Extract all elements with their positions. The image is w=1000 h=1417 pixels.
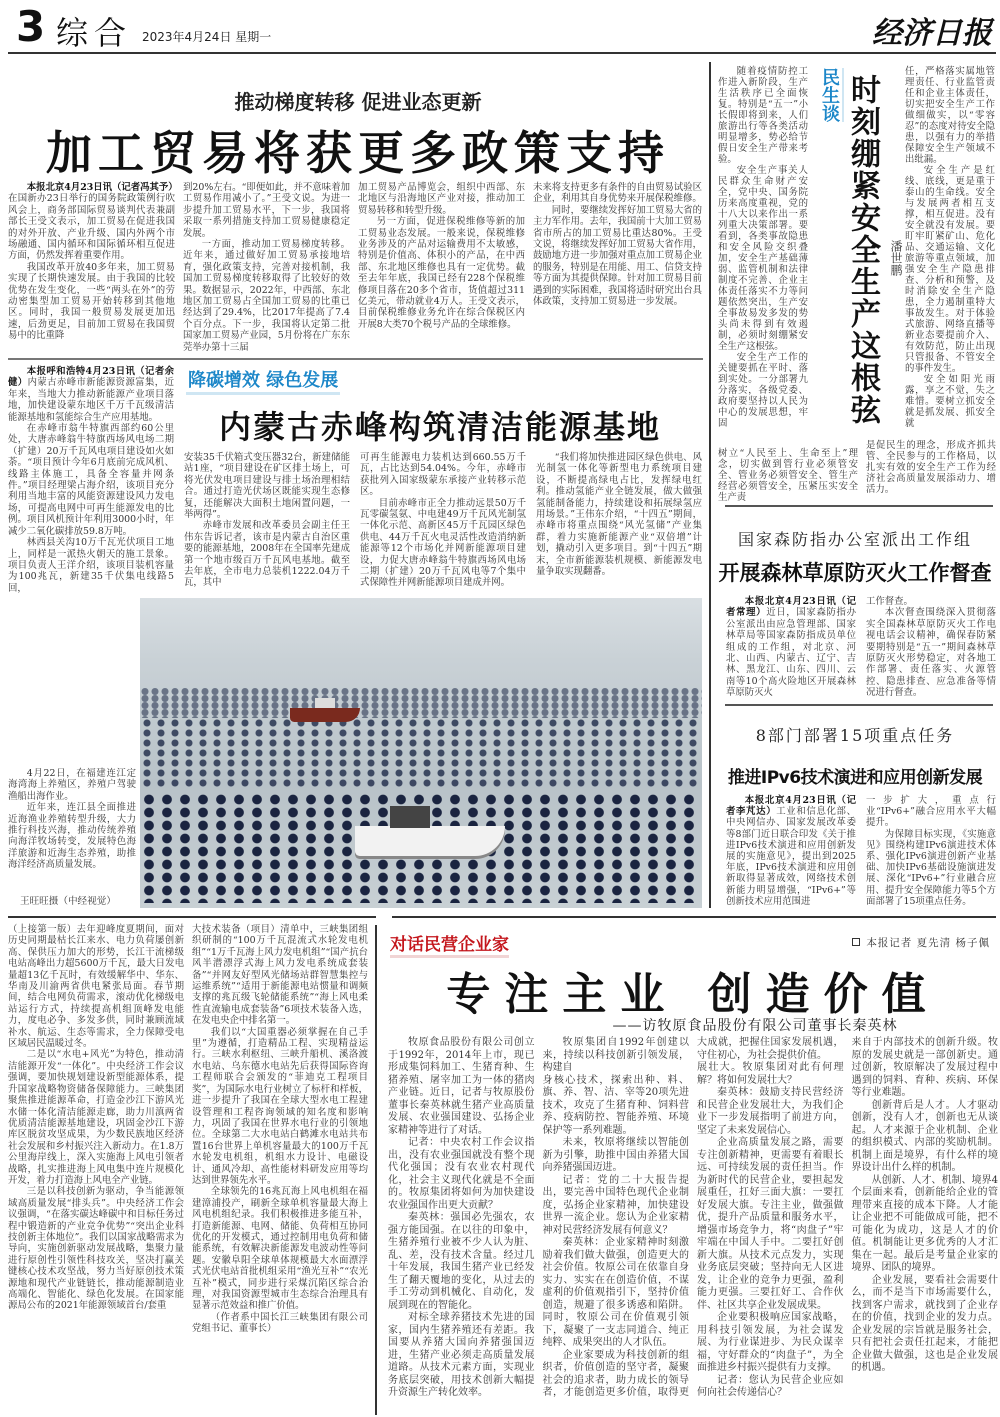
paragraph: 到20%左右。“即便如此，并不意味着加工贸易作用减小了。”王受文说。为进一步提升加工贸易水平，下一步，我国将采取一系列措施支持加工贸易健康稳定发展。 <box>183 182 350 239</box>
article-column <box>183 182 350 353</box>
paragraph <box>8 366 174 423</box>
section-name: 综合 <box>56 14 133 52</box>
buoys <box>140 688 702 718</box>
paragraph: 随着疫情防控工作进入新阶段，生产生活秩序已全面恢复。特别是“五一”小长假即将到来，人们旅游出行等各类活动明显增多，势必给节假日安全生产带来考验。 <box>718 66 808 165</box>
paragraph-text: 内蒙古赤峰市新能源资源富集，近年来，当地大力推动新能源产业项目落地，加快建设蒙东地区千万千瓦级清洁能源基地和氢能综合生产应用基地。 <box>8 377 174 423</box>
paragraph: 工作督查。 <box>866 596 913 607</box>
paragraph: 对标全球养猪技术先进的国家，国内生猪养殖还有差距。我国要从养猪大国向养猪强国迈进，生猪产业必须走高质量发展道路。从技术元素方面，实现业务底层突破，用技术创新大幅提升资源生产转化效率。 <box>388 1312 535 1398</box>
paragraph: 企业发展，要看社会需要什么，而不是当下市场需要什么，找到客户需求，就找到了企业存在的价值，找到企业的发力点。企业发展的宗旨就是服务社会，只有把社会责任扛起来，才能把企业做大做强，这也是企业发展的机遇。 <box>851 1274 998 1373</box>
dateline: 本报北京4月23日讯（记者常理） <box>726 596 856 619</box>
paragraph: 另一方面，促进保税维修等新的加工贸易业态发展。一般来说，保税维修业务涉及的产品对运输费用不太敏感，特别是价值高、体积小的产品，在中西部、东北地区维修也具有一定优势。截至去年年底，我国已经有228个保税维修项目落在20多个省市，货值超过311亿美元，带动就业4万人。王受文表示，目前保税维修业务允许在综合保税区内开展8大类70个税号产品的全球维修。 <box>358 216 525 330</box>
paragraph: 可再生能源电力装机达到660.55万千瓦，占比达到54.04%。今年，赤峰市获批列入国家级蒙东承接产业转移示范区。 <box>360 452 526 498</box>
paragraph: 来自于内部技术的创新升级。牧原的发展史就是一部创新史。通过创新，牧原解决了发展过程中遇到的饲料、育种、疾病、环保等行业难题。 <box>851 1037 998 1098</box>
fishing-boat-icon <box>390 806 430 828</box>
paragraph: 企业家要成为科技创新的组织者，价值创造的坚守者，凝聚社会的追求者，助力成长的领导者，才能创造更多价值，取得更大成就，把握住国家发展机遇，守住初心，为社会提供价值。 <box>542 1037 844 1398</box>
paragraph: 树立“人民至上、生命至上”理念，切实做到管行业必须管安全、管业务必须管安全、管生产经营必须管安全，压紧压实安全生产责 <box>718 448 858 503</box>
opinion-text-right <box>905 66 995 429</box>
article-headline: 开展森林草原防灭火工作督查 <box>718 561 992 585</box>
byline <box>852 935 990 950</box>
dateline: 本报北京4月23日讯（记者李芃达） <box>726 795 856 818</box>
paragraph: 近年来，连江县全面推进近海渔业养殖转型升级，大力推行科技兴海，推动传统养殖向海洋牧场转变，发展特色海洋旅游和近海生态养殖，助推海洋经济高质量发展。 <box>8 802 136 871</box>
square-icon <box>852 938 860 946</box>
article-subtitle: ——访牧原食品股份有限公司董事长秦英林 <box>612 1018 898 1034</box>
paragraph: 秦英林：强国必先强农，农强方能国强。在以往的印象中，生猪养殖行业被不少人认为脏、乱、差，没有技术含量。经过几十年发展，我国生猪产业已经发生了翻天覆地的变化，从过去的手工劳动到机械化、自动化，发展到现在的智能化。 <box>388 1212 535 1311</box>
paragraph: 安装35千伏箱式变压器32台，新建储能站1座，“项目建设在矿区排土场上，可将光伏发电项目建设与排土场治理相结合。通过打造光伏场区既能实现生态修复，还能解决大面积土地闲置问题，一举两得”。 <box>184 452 350 521</box>
paragraph: 是促民生的理念，形成齐抓共管、全民参与的工作格局，以扎实有效的安全生产工作为经济社会高质量发展添动力、增活力。 <box>866 440 996 495</box>
article-column <box>8 182 178 342</box>
header-rule <box>8 52 996 54</box>
paragraph: 牧原集团自1992年创建以来，持续以科技创新引领发展，构建自 <box>542 1037 689 1073</box>
article-subtitle: 国家森防指办公室派出工作组 <box>737 530 972 549</box>
section-rule <box>392 916 996 918</box>
article-column <box>533 182 702 307</box>
paragraph: 任，严格落实属地管理责任、行业监管责任和企业主体责任，切实把安全生产工作做细做实，以“零容忍”的态度对待安全隐患，以强有力的举措保障安全生产领域不出纰漏。 <box>905 66 995 165</box>
paragraph: （作者系中国长江三峡集团有限公司党组书记、董事长） <box>192 1311 368 1335</box>
opinion-text-bottom-right <box>866 440 996 495</box>
paragraph: 记者：您认为民营企业应如何向社会传递信心？ <box>697 1374 844 1398</box>
paragraph: 安全生产是红线、底线，更是重于泰山的生命线。安全与发展两者相互支撑，相互促进。没有安全就没有发展。要盯牢盯紧矿山、危化品、交通运输、文化旅游等重点领域，加强安全生产隐患排查、分析和预警，及时消除安全生产隐患，全力遏制重特大事故发生。对于体验式旅游、网络直播等新业态要提前介入、有效防范，防止出现只管报备、不管安全的事件发生。 <box>905 165 995 374</box>
paragraph <box>726 596 856 699</box>
paragraph: 秦英林：鼓励支持民营经济和民营企业发展壮大，为我们企业下一步发展指明了前进方向，坚定了未来发展信心。 <box>697 1087 844 1136</box>
paragraph: 全球领先的16兆瓦海上风电机组在福建漳浦投产，刷新全球单机容量最大海上风电机组纪录。我们积极推进多能互补，打造新能源、电网、储能、负荷相互协同优化的开发模式，通过控制用电负荷和储能系统，有效解决新能源发电波动性等问题。安徽阜阳全球单体规模最大水面漂浮式光伏电站首批机组采用“渔光互补”“农光互补”模式，同步进行采煤沉陷区综合治理，对我国资源型城市生态综合治理具有显著示范效益和推广价值。 <box>192 1186 368 1312</box>
paragraph: 我国改革开放40多年来，加工贸易实现了长期快速发展。由于我国的比较优势在发生变化，一些“两头在外”的劳动密集型加工贸易开始转移到其他地区。同时，我国一般贸易发展更加迅速，后劲更足，目前加工贸易在我国贸易中的比重降 <box>8 261 175 342</box>
paragraph: 大技术装备（项目）清单中，三峡集团组织研制的“100万千瓦混流式水轮发电机组”“1万千瓦海上风力发电机组”“国产抗台风半潜漂浮式海上风力发电系统成套装备”“并网友好型风光储场站群智慧集控与运维系统”“适用于新能源电站惯量和调频支撑的兆瓦级飞轮储能系统”“海上风电柔性直流输电成套装备”6项技术装备入选，在发电央企中排名第一。 <box>192 924 368 1027</box>
paragraph: 三是以科技创新为驱动，争当能源领域高质量发展“排头兵”。中央经济工作会议强调，“在落实碳达峰碳中和目标任务过程中锻造新的产业竞争优势”“突出企业科技创新主体地位”。我们以国家战略需求为导向，实施创新驱动发展战略，集聚力量进行原创性引领性科技攻关，坚决打赢关键核心技术攻坚战，努力当好原创技术策源地和现代产业链链长，推动能源制造业高端化、智能化、绿色化发展。在国家能源局公布的2021年能源领域首台/套重 <box>8 1186 184 1312</box>
paragraph: 记者：党的二十大报告提出，要完善中国特色现代企业制度，弘扬企业家精神，加快建设世界一流企业。您认为企业家精神对民营经济发展有何意义？ <box>542 1174 689 1236</box>
paragraph: 安全生产事关人民群众生命财产安全，党中央、国务院历来高度重视，党的十八大以来作出一系列重大决策部署。要看到，各类事故隐患和安全风险交织叠加，安全生产基础薄弱、监管机制和法律制度不完善、企业主体责任落实不力等问题依然突出，生产安全事故易发多发的势头尚未得到有效遏制，必须时刻绷紧安全生产这根弦。 <box>718 165 808 352</box>
paragraph: 4月22日，在福建连江定海湾海上养殖区，养殖户驾驶渔船出海作业。 <box>8 768 136 802</box>
column-divider <box>375 925 377 1415</box>
paragraph: 目前赤峰市正全力推动远景50万千瓦零碳氢氨、中电建49万千瓦风光制氢一体化示范、高新区45万千瓦园区绿色供电、44万千瓦火电灵活性改造消纳新能源等12个市场化并网新能源项目建设，力促大唐赤峰翁牛特旗西场风电场二期（扩建）20万千瓦风电等7个集中式保障性并网新能源项目建成并网。 <box>360 497 526 589</box>
photo-credit: 王旺旺摄（中经视觉） <box>20 896 116 907</box>
opinion-author: 潘世鹏 <box>889 240 903 276</box>
paragraph: 展壮大。牧原集团对此有何理解？将如何发展壮大？ <box>697 1062 844 1086</box>
opinion-text-bottom-left <box>718 448 858 503</box>
article-column <box>184 452 350 589</box>
paragraph: 本次督查围绕深入贯彻落实全国森林草原防灭火工作电视电话会议精神，确保春防紧要期特别是“五一”期间森林草原防灭火形势稳定，对各地工作部署、责任落实、火源管控、隐患排查、应急准备等情况进行督查。 <box>866 607 996 699</box>
masthead-logo: 经济日报 <box>872 16 992 51</box>
paragraph: 加工贸易产品博览会，组织中西部、东北地区与沿海地区产业对接，推动加工贸易转移和转型升级。 <box>358 182 525 216</box>
article-column <box>8 366 174 594</box>
paragraph: “我们将加快推进园区绿色供电、风光制氢一体化等新型电力系统项目建设，不断提高绿电占比，发挥绿电红利。推动氢能产业全链发展，做大做强氢能制备能力，持续建设和拓展绿氢应用场景。”王伟东介绍，“十四五”期间，赤峰市将重点围绕“风光氢储”产业集群，着力实施新能源产业“双倍增”计划，撬动引入更多项目。到“十四五”期末，全市新能源装机规模、新能源发电量争取实现翻番。 <box>536 452 702 578</box>
paragraph: 秦英林：企业家精神时刻激励着我们做大做强，创造更大的社会价值。牧原公司在依靠自身实力、实实在在创造价值，不谋虚利的价值观指引下，坚持价值创造，规避了很多诱惑和陷阱。同时，牧原公司在价值观引领下，凝聚了一支志同道合、纯正纯粹、成果突出的人才队伍。 <box>542 1237 689 1348</box>
article-column <box>358 182 525 330</box>
paragraph: 牧原食品股份有限公司创立于1992年，2014年上市，现已形成集饲料加工、生猪育种、生猪养殖、屠宰加工为一体的猪肉产业链。近日，记者与牧原股份董事长秦英林就生猪产业高质量发展、农业强国建设、弘扬企业家精神等进行了对话。 <box>388 1037 535 1136</box>
article-column <box>536 452 702 577</box>
opinion-text-left <box>718 66 808 429</box>
paragraph: 赤峰市发展和改革委员会副主任王伟东告诉记者，该市是内蒙古自治区重要的能源基地，2008年在全国率先建成第一个地市级百万千瓦风电基地。截至去年底，全市电力总装机1222.04万千瓦，其中 <box>184 520 350 589</box>
fishing-boat-icon <box>315 698 335 708</box>
article-column <box>726 795 856 907</box>
article-column <box>866 795 996 907</box>
photo-caption <box>8 768 136 871</box>
column-divider <box>709 62 711 908</box>
article-column <box>192 924 368 1335</box>
article-column <box>866 596 996 699</box>
paragraph-text: 在国新办23日举行的国务院政策例行吹风会上，商务部国际贸易谈判代表兼副部长王受文表示，加工贸易在促进我国的对外开放、产业升级、国内外两个市场融通、国内循环和国际循环相互促进方面，仍然发挥着重要作用。 <box>8 193 175 262</box>
section-rule <box>725 704 993 706</box>
paragraph: 一步扩大，重点行业“IPv6+”融合应用水平大幅提升。 <box>866 795 996 829</box>
photo-sea-farming <box>140 598 702 908</box>
paragraph: 从创新、人才、机制、境界4个层面来看，创新能给企业的管理带来直接的成本下降。人才能让企业把不可能做成可能，把不可能化为成功，这是人才的价值。机制能让更多优秀的人才汇集在一起。最后是考量企业家的境界、团队的境界。 <box>851 1174 998 1273</box>
paragraph: 未来，牧原将继续以智能创新为引擎，助推中国由养猪大国向养猪强国迈进。 <box>542 1137 689 1173</box>
paragraph: 创新背后是人才。人才驱动创新，没有人才，创新也无从谈起。人才来源于企业机制、企业的组织模式、内部的奖励机制。机制上面是境界，有什么样的境界设计出什么样的机制。 <box>851 1099 998 1173</box>
paragraph: 未来将支持更多有条件的自由贸易试验区企业，利用其自身优势来开展保税维修。 <box>533 182 702 205</box>
topic-tag: 对话民营企业家 <box>390 930 509 958</box>
paragraph: 企业高质量发展之路，需要专注创新精神，更需要有着眼长远、可持续发展的责任担当。作为新时代的民营企业，要担起发展重任，扛好三面大旗：一要扛好发展大旗。专注主业，做强做优，提升产品质量和服务水平，增强市场竞争力，将“肉盘子”牢牢端在中国人手中。二要扛好创新大旗。从技术元点发力，实现业务底层突破；坚持向无人区进发，让企业的竞争力更强，盈利能力更强。三要扛好工、合作伙伴、社区共享企业发展成果。 <box>697 1137 844 1311</box>
section-rule <box>8 358 703 360</box>
issue-date <box>142 28 271 45</box>
section-rule <box>725 505 993 507</box>
weekday: 星期一 <box>235 30 272 44</box>
article-columns <box>388 1037 998 1400</box>
paragraph: 一方面，推动加工贸易梯度转移。近年来，通过做好加工贸易承接地培育，强化政策支持，完善对接机制，我国加工贸易梯度转移取得了比较好的效果。数据显示，2022年，中西部、东北地区加工贸易占全国加工贸易的比重已经达到了29.4%，比2017年提高了7.4个百分点。下一步，我国将认定第二批国家加工贸易产业园，5月份将在广东东莞举办第十三届 <box>183 239 350 353</box>
paragraph: 身核心技术，探索出种、料、旗、养、智、洁、宰等20项先进技术，攻克了生猪育种、饲料营养、疫病防控、智能养殖、环境保护等一系列难题。 <box>542 1074 689 1136</box>
buoys <box>140 718 702 788</box>
paragraph: 安全生产工作的关键要抓在平时、落到实处。一分部署九分落实，各级党委、政府要坚持以人民为中心的发展思想，牢固 <box>718 352 808 429</box>
paragraph-text: 工业和信息化部、中央网信办、国家发展改革委等8部门近日联合印发《关于推进IPv6技术演进和应用创新发展的实施意见》，提出到2025年底，IPv6技术演进和应用创新取得显著成效，网络技术创新能力明显增强，“IPv6+”等创新技术应用范围进 <box>726 806 856 907</box>
paragraph: 我们以“大国重器必须掌握在自己手里”为遵循，打造精品工程、实现精益运行。三峡水利枢纽、三峡升船机、溪洛渡水电站、乌东德水电站先后获得国际咨询工程师联合会颁发的“菲迪克工程项目奖”，为国际水电行业树立了标杆和样板，进一步提升了我国在全球大型水电工程建设管理和工程咨询领域的知名度和影响力，巩固了我国在世界水电行业的引领地位。全球第二大水电站白鹤滩水电站共布置16台世界上单机容量最大的100万千瓦水轮发电机组，机组水力设计、电磁设计、通风冷却、高性能材料研发应用等均达到世界领先水平。 <box>192 1026 368 1186</box>
paragraph <box>726 795 856 907</box>
paragraph <box>8 182 178 262</box>
paragraph: 安全如阳光雨露，享之不觉，失之难惜。要树立抓安全就是抓发展、抓安全就 <box>905 374 995 429</box>
paragraph: 企业要积极响应国家战略，用科技引领发展，为社会谋发展、为行业谋进步、为民众谋幸福，守好群众的“肉盘子”，为全面推进乡村振兴提供有力支撑。 <box>697 1312 844 1373</box>
dateline: 本报北京4月23日讯（记者冯其予） <box>26 182 178 193</box>
fishing-boat-icon <box>355 826 505 856</box>
paragraph: （上接第一版）去年迎峰度夏期间，面对历史同期最枯长江来水、电力负荷屡创新高、保供压力加大的形势，长江干流梯级电站高峰出力超5600万千瓦，最大日发电量超13亿千瓦时，有效缓解华中、华东、华南及川渝两省供电紧张局面。春节期间，结合电网负荷需求，滚动优化梯级电站运行方式，持续提高机组顶峰发电能力，度电必争、多发多供，同时兼顾流域补水、航运、生态等需求，全力保障受电区域居民温暖过冬。 <box>8 924 184 1050</box>
paragraph: 为保障目标实现，《实施意见》围绕构建IPv6演进技术体系、强化IPv6演进创新产业基础、加快IPv6基础设施演进发展、深化“IPv6+”行业融合应用、提升安全保障能力等5个方面部署了15项重点任务。 <box>866 828 996 907</box>
article-column <box>726 596 856 699</box>
article-subtitle: 8部门部署15项重点任务 <box>755 726 955 745</box>
article-column <box>8 924 184 1312</box>
article-subtitle: 推动梯度转移 促进业态更新 <box>234 90 482 114</box>
article-headline: 加工贸易将获更多政策支持 <box>46 126 670 180</box>
article-headline: 内蒙古赤峰构筑清洁能源基地 <box>218 408 661 446</box>
page-number: 3 <box>16 2 46 51</box>
paragraph: 在赤峰市翁牛特旗西部约60公里处，大唐赤峰翁牛特旗西场风电场二期（扩建）20万千瓦风电项目建设如火如荼。“项目预计今年6月底前完成风机、线路主体施工，具备全容量并网条件。”项目经理梁占海介绍，该项目充分利用当地丰富的风能资源建设风力发电场，可提高电网中可再生能源发电的比例。项目风机预计年利用3000小时，年减少二氧化碳排放59.8万吨。 <box>8 423 174 537</box>
section-rule <box>8 916 376 918</box>
topic-tag: 降碳增效 绿色发展 <box>186 366 340 395</box>
date: 2023年4月24日 <box>142 30 232 44</box>
paragraph-text: 近日，国家森防指办公室派出由应急管理部、国家林草局等国家森防指成员单位组成的工作组，对北京、河北、山西、内蒙古、辽宁、吉林、黑龙江、山东、四川、云南等10个高火险地区开展森林草原防灭火 <box>726 607 856 699</box>
dateline: 本报呼和浩特4月23日讯（记者余健） <box>8 366 174 389</box>
paragraph: 林西县关沟10万千瓦光伏项目工地上，同样是一派热火朝天的施工景象。项目负责人王洋介绍，该项目装机容量为100兆瓦，新建35千伏集电线路5回， <box>8 537 174 594</box>
article-column <box>360 452 526 589</box>
paragraph: 二是以“水电+风光”为特色，推动清洁能源开发“一体化”。中央经济工作会议强调，要加快规划建设新型能源体系，提升国家战略物资储备保障能力。三峡集团聚焦推进能源革命，打造金沙江下游风光水储一体化清洁能源走廊，助力川滇两省优质清洁能源基地建设，巩固金沙江下游库区脱贫攻坚成果，为少数民族地区经济社会发展和乡村振兴注入新动力。在1.8万公里海岸线上，深入实施海上风电引领者战略，扎实推进海上风电集中连片规模化开发，着力打造海上风电全产业链。 <box>8 1049 184 1186</box>
paragraph: 记者：中央农村工作会议指出，没有农业强国就没有整个现代化强国；没有农业农村现代化，社会主义现代化就是不全面的。牧原集团将如何为加快建设农业强国作出更大贡献？ <box>388 1137 535 1211</box>
article-headline: 推进IPv6技术演进和应用创新发展 <box>727 768 983 788</box>
byline-text: 本报记者 夏先清 杨子佩 <box>866 937 990 949</box>
opinion-headline: 时刻绷紧安全生产这根弦 <box>845 74 880 426</box>
paragraph: 同时，要继续发挥好加工贸易大省的主力军作用。去年，我国前十大加工贸易省市所占的加工贸易比重达80%。王受文说，将继续发挥好加工贸易大省作用，鼓励地方进一步加强对重点加工贸易企业的服务，特别是在用能、用工、信贷支持等方面为其提供保障。针对加工贸易目前遇到的实际困难，我国将适时研究出台具体政策，支持加工贸易进一步发展。 <box>533 204 702 308</box>
column-tag: 民生谈 <box>816 68 844 122</box>
fishing-boat-icon <box>290 708 360 722</box>
article-headline: 专注主业 创造价值 <box>446 969 940 1020</box>
